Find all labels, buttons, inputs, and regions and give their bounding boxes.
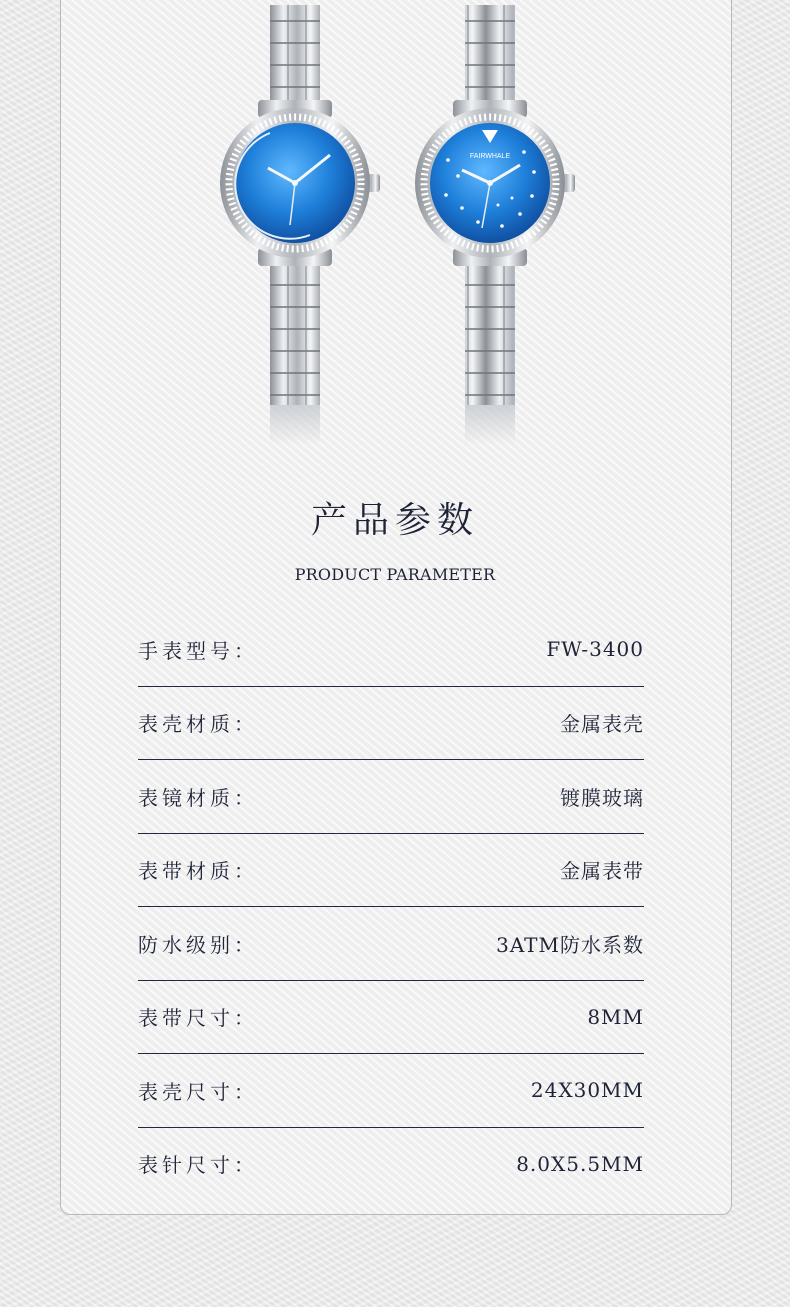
bracelet-top (465, 5, 515, 110)
param-row-case-material (138, 687, 644, 761)
parameter-table (138, 613, 644, 1200)
param-label: 表壳材质： (138, 712, 258, 737)
bracelet-bottom (465, 255, 515, 405)
param-row-hand-size (138, 1128, 644, 1201)
param-row-water-resistance (138, 907, 644, 981)
bracelet-bottom (270, 255, 320, 405)
section-title: 产品参数 (310, 500, 479, 541)
param-label: 表镜材质： (138, 785, 258, 810)
param-row-strap-size (138, 981, 644, 1055)
dial-brand-text: FAIRWHALE (469, 153, 511, 160)
param-row-case-size (138, 1054, 644, 1128)
param-value: 金属表带 (560, 859, 644, 884)
param-label: 防水级别： (138, 932, 258, 957)
param-value: 8MM (587, 1004, 644, 1029)
param-row-model (138, 613, 644, 687)
param-label: 表针尺寸： (138, 1153, 258, 1178)
param-label: 手表型号： (138, 638, 258, 663)
param-value: 8.0X5.5MM (516, 1151, 644, 1176)
section-subtitle: PRODUCT PARAMETER (294, 565, 496, 584)
param-row-strap-material (138, 834, 644, 908)
param-value: 镀膜玻璃 (560, 785, 644, 810)
param-label: 表壳尺寸： (138, 1079, 258, 1104)
param-value: FW-3400 (546, 637, 644, 662)
param-label: 表带尺寸： (138, 1006, 258, 1031)
param-value: 金属表壳 (560, 712, 644, 737)
hand-pivot (292, 180, 298, 186)
watch-moon-left (220, 5, 380, 445)
bracelet-reflection (465, 405, 515, 445)
param-value: 24X30MM (530, 1078, 644, 1103)
bracelet-reflection (270, 405, 320, 445)
param-label: 表带材质： (138, 859, 258, 884)
watch-stars-right (415, 5, 575, 445)
product-image (0, 0, 790, 450)
param-value: 3ATM防水系数 (496, 932, 644, 957)
param-row-glass-material (138, 760, 644, 834)
bracelet-top (270, 5, 320, 110)
hand-pivot (487, 180, 493, 186)
